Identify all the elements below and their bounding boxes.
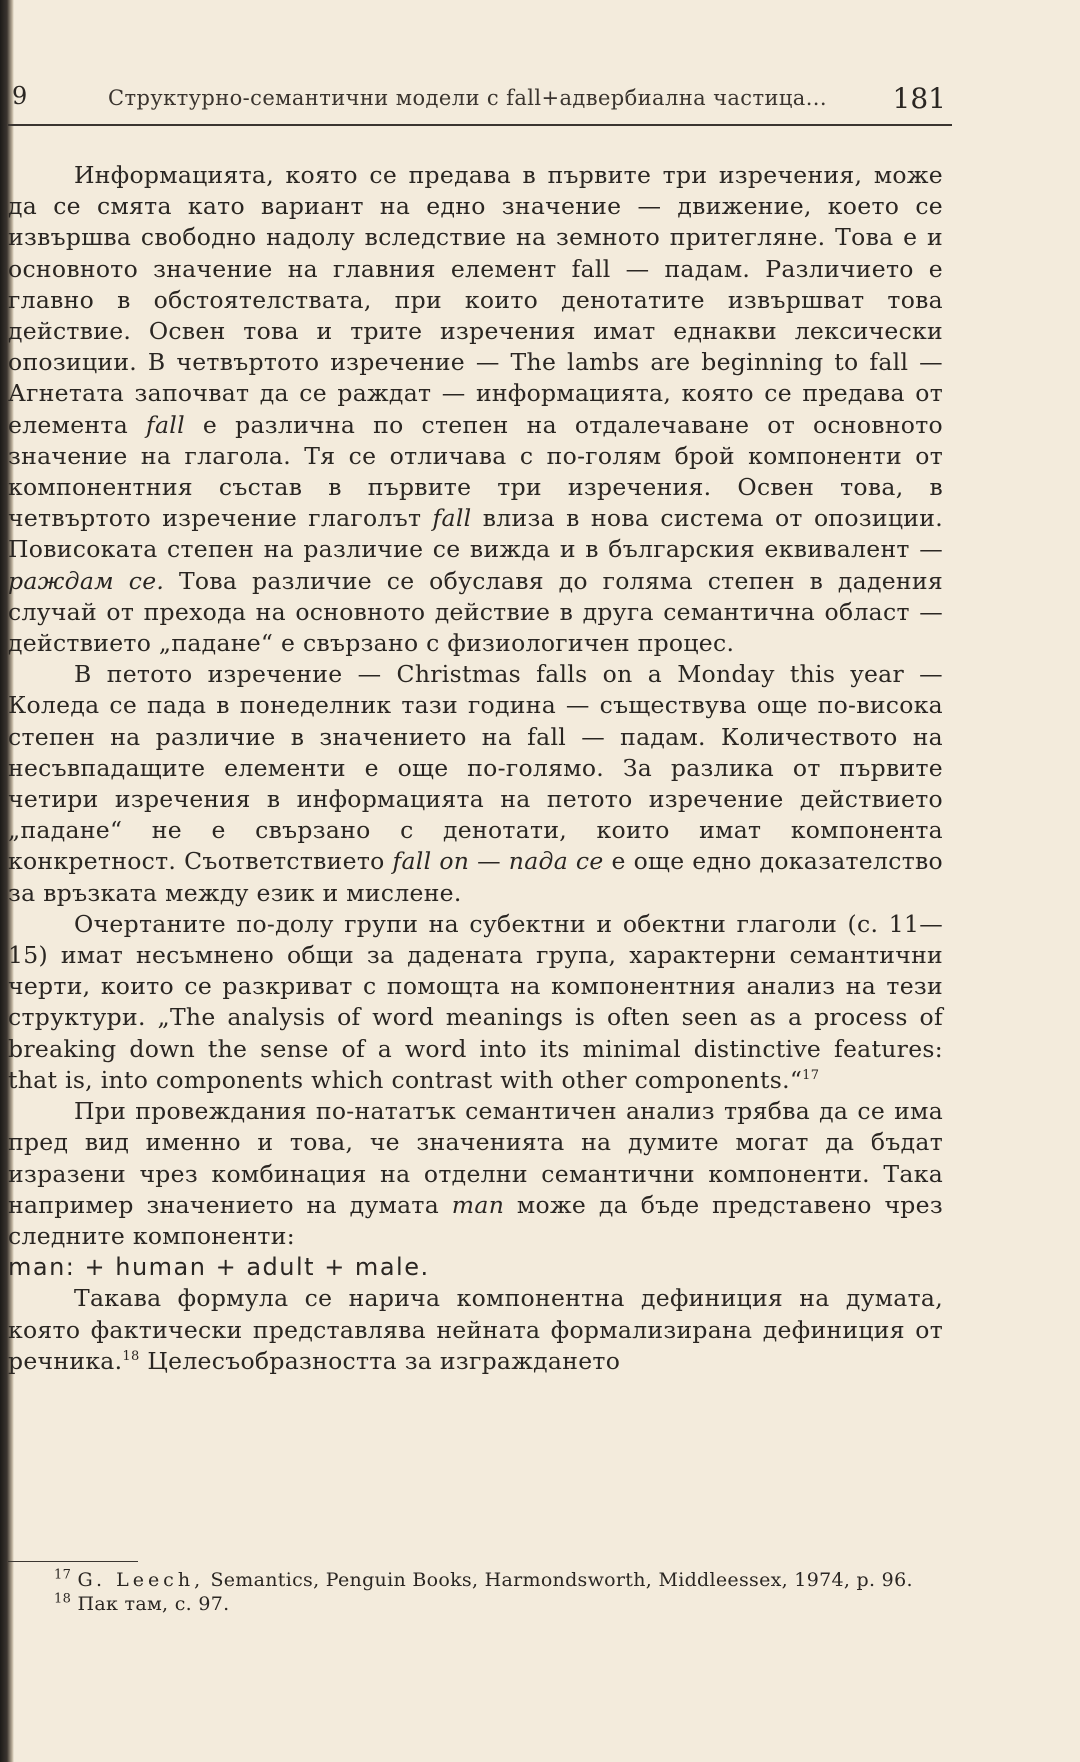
paragraph-3-text: Очертаните по-долу групи на субектни и обектни глаголи (с. 11—15) имат несъмнено общи за дадената група, характерни семантични черти, които се разкриват с помощта на компонентния анализ на тези структури. „The analysis of word meanings is often seen as a process of breaking down the sense of a word into its minimal distinctive features: that is, into components which contrast with other components.“	[8, 909, 943, 1094]
running-header	[8, 80, 952, 126]
paragraph-4	[8, 1096, 943, 1252]
paragraph-1-italic-fall-2: fall	[432, 504, 472, 533]
paragraph-2-dash: —	[469, 847, 509, 876]
footnotes	[8, 1568, 943, 1616]
component-formula: man: + human + adult + male.	[8, 1253, 430, 1282]
paragraph-2	[8, 659, 943, 909]
header-title: Структурно-семантични модели с fall+адвербиална частица...	[108, 86, 827, 110]
paragraph-5	[8, 1283, 943, 1377]
paragraph-2-text-b: е още едно доказателство за връзката между език и мислене.	[8, 847, 943, 907]
paragraph-1-text-d: Това различие се обуславя до голяма степен в дадения случай от прехода на основното действие в друга семантична област — действието „падане“ е свързано с физиологичен процес.	[8, 566, 943, 658]
paragraph-4-italic-man: man	[451, 1190, 505, 1219]
paragraph-1	[8, 160, 943, 659]
footnote-17	[8, 1568, 943, 1592]
paragraph-1-text-c: влиза в нова система от опозиции. Повисоката степен на различие се вижда и в българския еквивалент —	[8, 504, 943, 564]
paragraph-4-text-a: При провеждания по-нататък семантичен анализ трябва да се има пред вид именно и това, че значенията на думите могат да бъдат изразени чрез комбинация на отделни семантични компоненти. Така например значението на думата	[8, 1097, 943, 1219]
paragraph-3	[8, 909, 943, 1096]
footnote-ref-18[interactable]: 18	[122, 1348, 140, 1364]
page-number: 181	[892, 82, 946, 115]
paragraph-4-text-b: може да бъде представено чрез следните компоненти:	[8, 1190, 943, 1250]
paragraph-1-italic-razhdam: раждам се.	[8, 566, 165, 595]
paragraph-2-italic-pada-se: пада се	[508, 847, 604, 876]
footnote-18	[8, 1592, 943, 1616]
main-text	[8, 160, 943, 1377]
footnote-divider	[8, 1561, 138, 1562]
footnote-18-number: 18	[54, 1591, 72, 1607]
paragraph-2-italic-fall-on: fall on	[392, 847, 470, 876]
footnote-ref-17[interactable]: 17	[802, 1068, 820, 1084]
paragraph-1-text-b: е различна по степен на отдалечаване от основното значение на глагола. Тя се отличава с по-голям брой компоненти от компонентния състав в първите три изречения. Освен това, в четвъртото изречение глаголът	[8, 410, 943, 533]
footnote-18-text: Пак там, с. 97.	[71, 1593, 230, 1615]
footnote-17-author: G. Leech,	[77, 1569, 205, 1591]
footnote-17-number: 17	[54, 1567, 72, 1583]
footnote-17-text: Semantics, Penguin Books, Harmondsworth, Middleessex, 1974, p. 96.	[204, 1569, 913, 1591]
paragraph-2-text-a: В петото изречение — Christmas falls on a Monday this year — Коледа се пада в понеделник тази година — съществува още по-висока степен на различие в значението на fall — падам. Количеството на несъвпадащите елементи е още по-голямо. За разлика от първите четири изречения в информацията на петото изречение действието „падане“ не е свързано с денотати, които имат компонента конкретност. Съответствието	[8, 660, 943, 876]
header-left-number: 9	[12, 82, 28, 110]
paragraph-1-text-a: Информацията, която се предава в първите три изречения, може да се смята като вариант на едно значение — движение, което се извършва свободно надолу вследствие на земното притегляне. Това е и основното значение на главния елемент fall — падам. Различието е главно в обстоятелствата, при които денотатите извършват това действие. Освен това и трите изречения имат еднакви лексически опозиции. В четвъртото изречение — The lambs are beginning to fall — Агнетата започват да се раждат — информацията, която се предава от елемента	[8, 161, 943, 439]
paragraph-1-italic-fall: fall	[145, 410, 185, 439]
paragraph-5-text-b: Целесъобразността за изграждането	[139, 1346, 621, 1375]
paragraph-5-text-a: Такава формула се нарича компонентна дефиниция на думата, която фактически представлява нейната формализирана дефиниция от речника.	[8, 1284, 943, 1375]
